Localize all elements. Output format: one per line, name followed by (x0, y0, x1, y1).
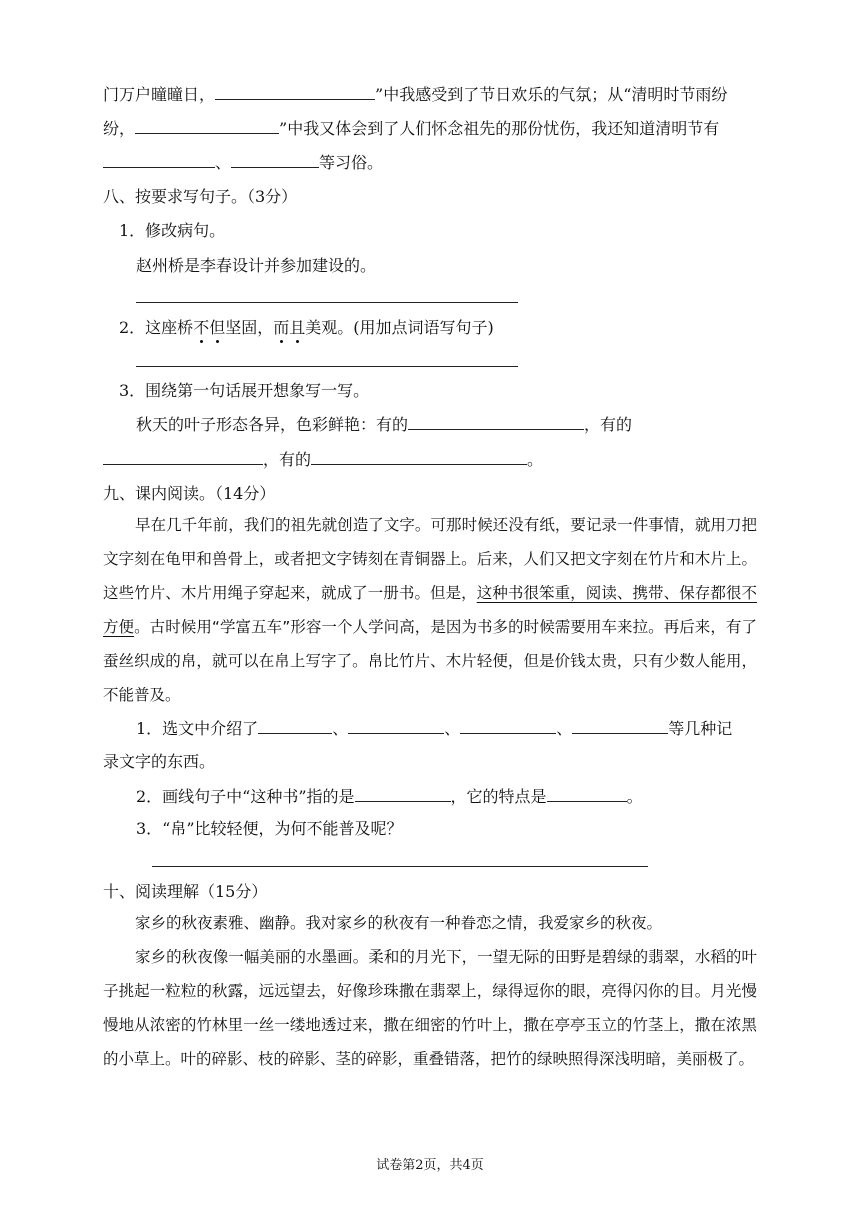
blank-answer-input[interactable] (408, 414, 584, 430)
section-10-heading: 十、阅读理解（15分） (103, 882, 268, 901)
text-segment: 门万户曈曈日， (103, 85, 216, 104)
s8-q1-sentence: 赵州桥是李春设计并参加建设的。 (136, 256, 377, 275)
blank-answer-input[interactable] (572, 718, 668, 734)
s8-question-1: 1．修改病句。 (119, 221, 226, 240)
text-segment: 秋天的叶子形态各异，色彩鲜艳：有的 (136, 415, 409, 434)
text-segment: 、 (215, 153, 232, 172)
passage-text: 。古时候用“学富五车”形容一个人学问高，是因为书多的时候需要用车来拉。再后来，有了蚕丝织成的帛，就可以在帛上写字了。帛比竹片、木片轻便，但是价钱太贵，只有少数人能用，不能普及。 (103, 618, 757, 704)
answer-line[interactable] (136, 366, 518, 367)
dotted-word: 而 (273, 318, 290, 337)
s9-question-1-cont: 录文字的东西。 (103, 752, 216, 771)
answer-line[interactable] (152, 866, 648, 867)
blank-answer-input[interactable] (103, 152, 215, 168)
text-segment: 1．选文中介绍了 (136, 719, 259, 738)
blank-answer-input[interactable] (311, 449, 527, 465)
page-footer: 试卷第2页，共4页 (376, 1158, 484, 1173)
blank-answer-input[interactable] (460, 718, 556, 734)
blank-answer-input[interactable] (231, 152, 319, 168)
blank-answer-input[interactable] (103, 449, 263, 465)
text-segment: 。 (626, 787, 643, 806)
text-segment: 纷， (103, 119, 136, 138)
reading-passage-2-para-2: 家乡的秋夜像一幅美丽的水墨画。柔和的月光下，一望无际的田野是碧绿的翡翠，水稻的叶子挑起一粒粒的秋露，远远望去，好像珍珠撒在翡翠上，绿得逗你的眼，亮得闪你的目。月光慢慢地从浓密的竹林里一丝一缕地透过来，撒在细密的竹叶上，撒在亭亭玉立的竹茎上，撒在浓黑的小草上。叶的碎影、枝的碎影、茎的碎影，重叠错落，把竹的绿映照得深浅明暗，美丽极了。 (103, 948, 757, 1068)
blank-answer-input[interactable] (135, 118, 279, 134)
text-segment: ，有的 (263, 450, 312, 469)
blank-answer-input[interactable] (348, 718, 444, 734)
text-segment: 、 (556, 719, 573, 738)
text-segment: ，它的特点是 (450, 787, 547, 806)
dotted-word: 不 (193, 318, 210, 337)
text-segment: 等几种记 (668, 719, 733, 738)
underlined-sentence: 这种书很笨重，阅读、携带、保存都很不方便 (103, 584, 757, 636)
blank-answer-input[interactable] (547, 786, 627, 802)
s9-question-3: 3．“帛”比较轻便，为何不能普及呢？ (136, 819, 403, 838)
reading-passage-2-para-1: 家乡的秋夜素雅、幽静。我对家乡的秋夜有一种眷恋之情，我爱家乡的秋夜。 (135, 914, 663, 932)
s8-question-3: 3．围绕第一句话展开想象写一写。 (119, 381, 370, 400)
section-9-heading: 九、课内阅读。（14分） (103, 484, 276, 503)
text-segment: 2．画线句子中“这种书”指的是 (136, 787, 355, 806)
section-8-heading: 八、按要求写句子。（3分） (103, 187, 298, 206)
text-segment: 、 (332, 719, 349, 738)
text-segment: ”中我又体会到了人们怀念祖先的那份忧伤，我还知道清明节有 (279, 119, 720, 138)
s8-q3-line-2 (103, 449, 543, 470)
poem-fill-line-1 (103, 84, 727, 105)
poem-fill-line-3 (103, 152, 383, 173)
s9-question-2 (136, 786, 643, 807)
dotted-word: 但 (209, 318, 226, 337)
reading-passage-1 (103, 508, 757, 712)
s9-question-1 (136, 718, 732, 739)
text-segment: 美观。(用加点词语写句子) (305, 318, 494, 337)
dotted-word: 且 (289, 318, 306, 337)
blank-answer-input[interactable] (258, 718, 332, 734)
text-segment: 坚固， (225, 318, 274, 337)
text-segment: 、 (444, 719, 461, 738)
text-segment: 等习俗。 (319, 153, 384, 172)
s8-question-2 (119, 318, 494, 338)
text-segment: ”中我感受到了节日欢乐的气氛；从“清明时节雨纷 (375, 85, 728, 104)
s8-q3-line-1 (136, 414, 632, 435)
text-segment: 2．这座桥 (119, 318, 194, 337)
text-segment: ，有的 (584, 415, 633, 434)
answer-line[interactable] (136, 302, 518, 303)
text-segment: 。 (527, 450, 544, 469)
blank-answer-input[interactable] (215, 84, 375, 100)
poem-fill-line-2 (103, 118, 719, 139)
passage-text: 早在几千年前，我们的祖先就创造了文字。可那时候还没有纸，要记录一件事情，就用刀把文字刻在龟甲和兽骨上，或者把文字铸刻在青铜器上。后来，人们又把文字刻在竹片和木片上。这些竹片、木片用绳子穿起来，就成了一册书。但是， (103, 516, 757, 602)
blank-answer-input[interactable] (355, 786, 451, 802)
